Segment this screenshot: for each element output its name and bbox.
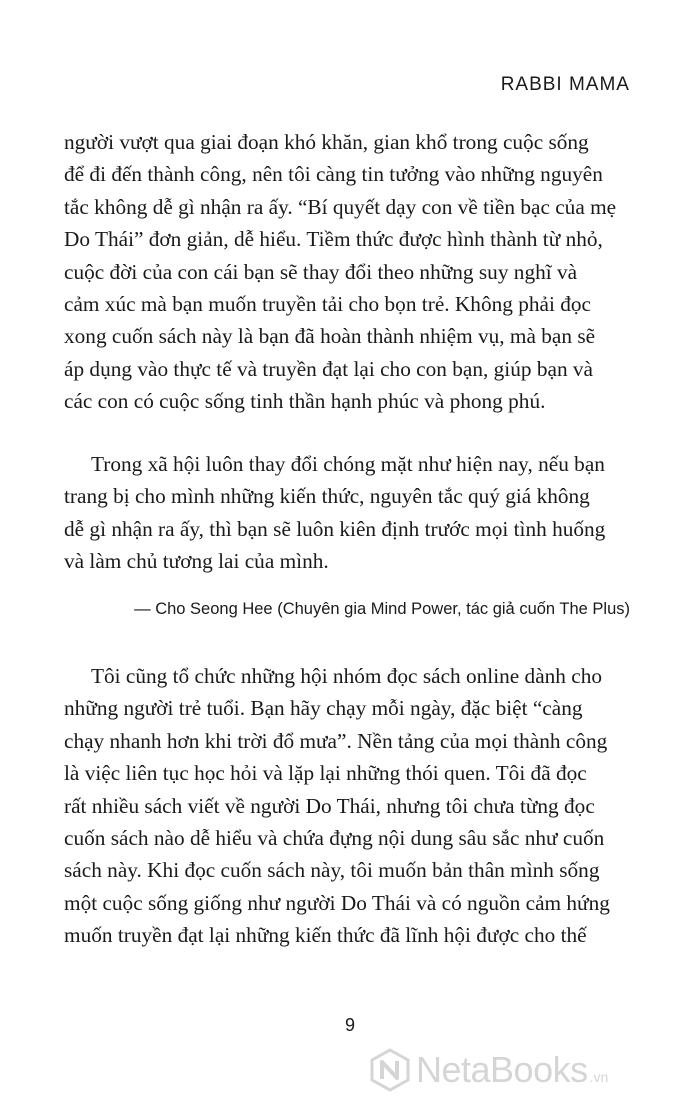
text-line: để đi đến thành công, nên tôi càng tin tưởng vào những nguyên (64, 162, 603, 187)
watermark (370, 1048, 608, 1092)
text-line: cuộc đời của con cái bạn sẽ thay đổi theo những suy nghĩ và (64, 259, 578, 284)
text-line: chạy nhanh hơn khi trời đổ mưa”. Nền tảng của mọi thành công (64, 728, 608, 753)
paragraph-1 (64, 126, 634, 418)
paragraph-2 (64, 448, 634, 578)
text-line: rất nhiều sách viết về người Do Thái, nhưng tôi chưa từng đọc (64, 793, 595, 818)
text-line: dễ gì nhận ra ấy, thì bạn sẽ luôn kiên định trước mọi tình huống (64, 516, 606, 541)
text-line: muốn truyền đạt lại những kiến thức đã lĩnh hội được cho thế (64, 923, 587, 948)
text-line: trang bị cho mình những kiến thức, nguyên tắc quý giá không (64, 484, 590, 509)
text-line: và làm chủ tương lai của mình. (64, 549, 329, 574)
text-line: một cuộc sống giống như người Do Thái và có nguồn cảm hứng (64, 890, 610, 915)
text-line: người vượt qua giai đoạn khó khăn, gian khổ trong cuộc sống (64, 130, 589, 154)
text-line: Do Thái” đơn giản, dễ hiểu. Tiềm thức được hình thành từ nhỏ, (64, 227, 603, 252)
text-line: các con có cuộc sống tinh thần hạnh phúc và phong phú. (64, 389, 546, 414)
text-line: là việc liên tục học hỏi và lặp lại những thói quen. Tôi đã đọc (64, 761, 587, 786)
page-number: 9 (344, 1015, 355, 1035)
paragraph-3 (64, 660, 634, 952)
quote-attribution: — Cho Seong Hee (Chuyên gia Mind Power, tác giả cuốn The Plus) (134, 600, 630, 618)
text-line: sách này. Khi đọc cuốn sách này, tôi muốn bản thân mình sống (64, 858, 600, 883)
running-header: RABBI MAMA (500, 74, 630, 95)
text-line: cuốn sách nào dễ hiểu và chứa đựng nội dung sâu sắc như cuốn (64, 826, 605, 851)
text-line: cảm xúc mà bạn muốn truyền tải cho bọn trẻ. Không phải đọc (64, 292, 591, 317)
text-line: Trong xã hội luôn thay đổi chóng mặt như hiện nay, nếu bạn (91, 452, 605, 476)
text-line: xong cuốn sách này là bạn đã hoàn thành nhiệm vụ, mà bạn sẽ (64, 324, 596, 349)
text-line: những người trẻ tuổi. Bạn hãy chạy mỗi ngày, đặc biệt “càng (64, 696, 583, 721)
text-line: tắc không dễ gì nhận ra ấy. “Bí quyết dạy con về tiền bạc của mẹ (64, 194, 617, 219)
text-line: áp dụng vào thực tế và truyền đạt lại cho con bạn, giúp bạn và (64, 356, 594, 381)
netabooks-logo-icon (370, 1048, 410, 1092)
watermark-brand: NetaBooks (416, 1049, 588, 1090)
watermark-suffix: .vn (589, 1069, 609, 1085)
text-line: Tôi cũng tổ chức những hội nhóm đọc sách online dành cho (91, 664, 603, 688)
